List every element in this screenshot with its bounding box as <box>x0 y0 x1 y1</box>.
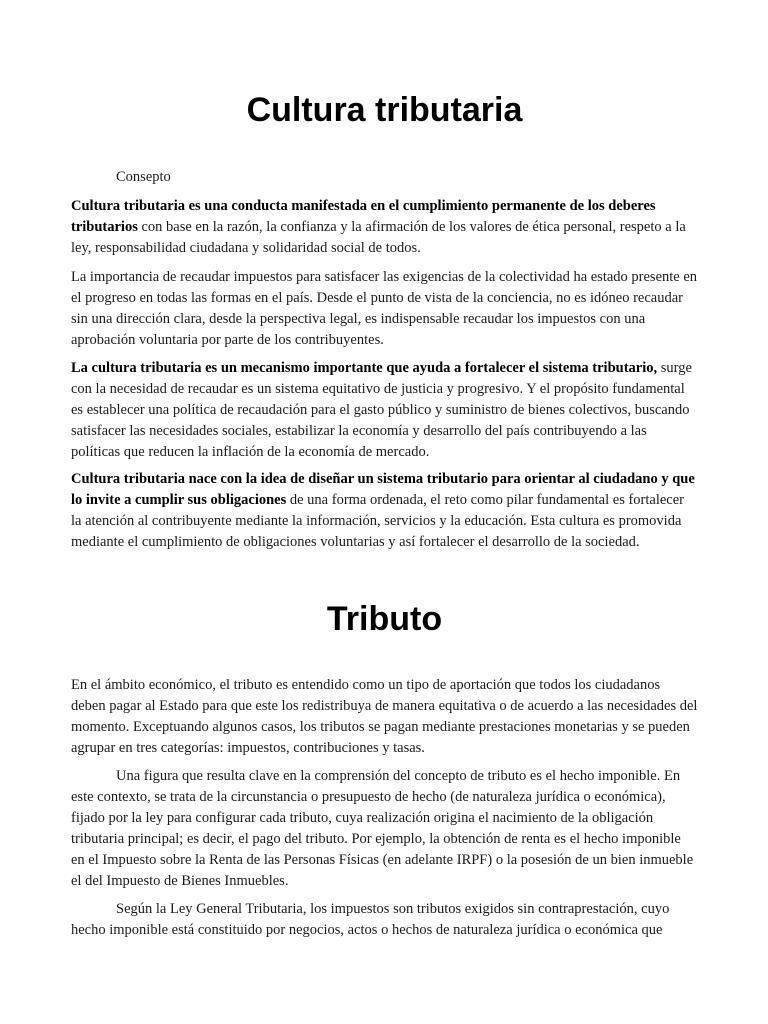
paragraph-text: con base en la razón, la confianza y la afirmación de los valores de ética personal, respeto a la ley, responsabilidad ciudadana y solidaridad social de todos. <box>71 218 686 256</box>
section-title-tributo: Tributo <box>326 600 443 638</box>
bold-lead: Cultura tributaria nace con la idea de diseñar un sistema tributario para orientar al ciudadano y que lo invite a cumplir sus obligaciones <box>71 471 695 508</box>
section-title-cultura-tributaria: Cultura tributaria <box>246 91 523 129</box>
bold-lead: La cultura tributaria es un mecanismo importante que ayuda a fortalecer el sistema tributario, <box>71 360 658 376</box>
paragraph-text: surge con la necesidad de recaudar es un sistema equitativo de justicia y progresivo. Y el propósito fundamental es establecer una política de recaudación para el gasto público y suministro de bienes colectivos, buscando satisfacer las necesidades sociales, estabilizar la economía y desarrollo del país contribuyendo a las políticas que reducen la inflación de la economía de mercado. <box>71 360 692 460</box>
paragraph-mechanism <box>71 358 698 463</box>
paragraph-text: de una forma ordenada, el reto como pilar fundamental es fortalecer la atención al contribuyente mediante la información, servicios y la educación. Esta cultura es promovida mediante el cumplimiento de obligaciones voluntarias y así fortalecer el desarrollo de la sociedad. <box>71 491 685 550</box>
subheading-consepto: Consepto <box>116 169 171 185</box>
paragraph-hecho-imponible: Una figura que resulta clave en la comprensión del concepto de tributo es el hecho imponible. En este contexto, se trata de la circunstancia o presupuesto de hecho (de naturaleza jurídica o económica), fijado por la ley para configurar cada tributo, cuya realización origina el nacimiento de la obligación tributaria principal; es decir, el pago del tributo. Por ejemplo, la obtención de renta es el hecho imponible en el Impuesto sobre la Renta de las Personas Físicas (en adelante IRPF) o la posesión de un bien inmueble el del Impuesto de Bienes Inmuebles. <box>71 768 694 889</box>
paragraph-origin <box>71 469 698 553</box>
paragraph-importance: La importancia de recaudar impuestos para satisfacer las exigencias de la colectividad ha estado presente en el progreso en todas las formas en el país. Desde el punto de vista de la conciencia, no es idóneo recaudar sin una dirección clara, desde la perspectiva legal, es indispensable recaudar los impuestos con una aprobación voluntaria por parte de los contribuyentes. <box>71 269 698 348</box>
paragraph-tributo-definition: En el ámbito económico, el tributo es entendido como un tipo de aportación que todos los ciudadanos deben pagar al Estado para que este los redistribuya de manera equitativa o de acuerdo a las necesidades del momento. Exceptuando algunos casos, los tributos se pagan mediante prestaciones monetarias y se pueden agrupar en tres categorías: impuestos, contribuciones y tasas. <box>71 677 698 756</box>
paragraph-definition <box>71 196 698 259</box>
paragraph-ley-general: Según la Ley General Tributaria, los impuestos son tributos exigidos sin contraprestación, cuyo hecho imponible está constituido por negocios, actos o hechos de naturaleza jurídica o económica que <box>71 901 670 938</box>
bold-lead: Cultura tributaria es una conducta manifestada en el cumplimiento permanente de los deberes tributarios <box>71 198 656 235</box>
